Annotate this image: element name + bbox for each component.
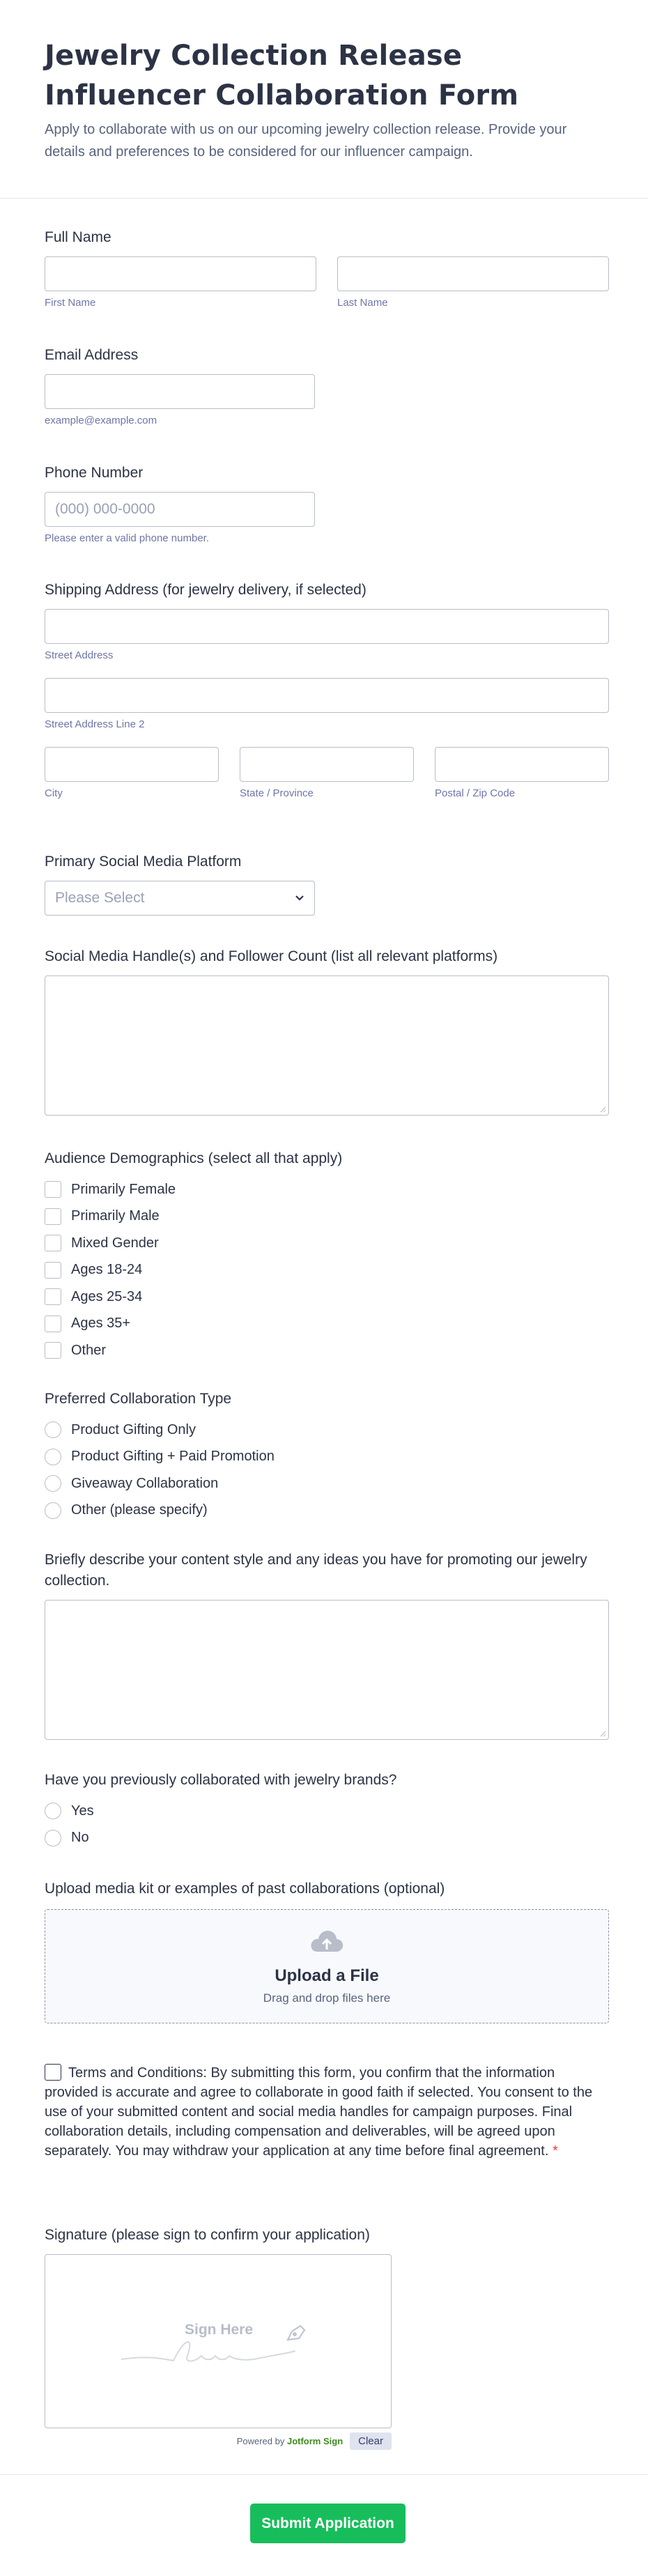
- powered-by-text: Powered by: [236, 2436, 285, 2446]
- handles-textarea[interactable]: [45, 975, 609, 1116]
- form-description: Apply to collaborate with us on our upcoming jewelry collection release. Provide your details and preferences to be considered for our influencer campaign.: [45, 122, 567, 160]
- state-input[interactable]: [240, 747, 414, 782]
- platform-question: [45, 851, 609, 916]
- signature-footer: [45, 2432, 392, 2450]
- last-name-sublabel: Last Name: [337, 297, 388, 309]
- previous-label: Have you previously collaborated with jewelry brands?: [45, 1772, 397, 1788]
- demographics-option[interactable]: Ages 25-34: [45, 1283, 609, 1311]
- clear-signature-button[interactable]: Clear: [350, 2432, 392, 2450]
- upload-label: Upload media kit or examples of past collaborations (optional): [45, 1881, 445, 1897]
- previous-question: [45, 1770, 609, 1851]
- phone-label: Phone Number: [45, 465, 144, 481]
- collab-type-option[interactable]: Other (please specify): [45, 1497, 609, 1525]
- chevron-down-icon: [295, 895, 304, 902]
- terms-checkbox[interactable]: [45, 2064, 61, 2081]
- submit-button[interactable]: Submit Application: [250, 2504, 406, 2543]
- demographics-question: [45, 1148, 609, 1364]
- collab-type-question: [45, 1389, 609, 1524]
- phone-sublabel: Please enter a valid phone number.: [45, 532, 209, 544]
- previous-option-no[interactable]: No: [45, 1825, 609, 1852]
- street-address-line2-sublabel: Street Address Line 2: [45, 718, 145, 730]
- demographics-option[interactable]: Other: [45, 1337, 609, 1364]
- phone-input[interactable]: (000) 000-0000: [45, 492, 315, 527]
- signature-pad[interactable]: [45, 2254, 392, 2428]
- email-sublabel: example@example.com: [45, 415, 157, 426]
- required-asterisk: *: [552, 2143, 558, 2159]
- city-input[interactable]: [45, 747, 219, 782]
- address-label: Shipping Address (for jewelry delivery, if selected): [45, 582, 367, 598]
- cloud-upload-icon: [309, 1928, 344, 1954]
- checkbox[interactable]: [45, 1288, 61, 1305]
- checkbox[interactable]: [45, 1208, 61, 1225]
- signature-placeholder-text: Sign Here: [185, 2322, 254, 2338]
- collab-type-label: Preferred Collaboration Type: [45, 1391, 232, 1407]
- platform-selected-value: Please Select: [55, 890, 145, 906]
- zip-input[interactable]: [435, 747, 609, 782]
- zip-sublabel: Postal / Zip Code: [435, 787, 516, 799]
- radio[interactable]: [45, 1803, 61, 1819]
- demographics-option[interactable]: Primarily Female: [45, 1176, 609, 1203]
- radio[interactable]: [45, 1449, 61, 1465]
- demographics-option[interactable]: Primarily Male: [45, 1203, 609, 1231]
- checkbox[interactable]: [45, 1316, 61, 1332]
- checkbox[interactable]: [45, 1342, 61, 1359]
- last-name-input[interactable]: [337, 256, 609, 291]
- state-sublabel: State / Province: [240, 787, 314, 799]
- first-name-sublabel: First Name: [45, 297, 96, 309]
- email-input[interactable]: [45, 374, 315, 409]
- radio[interactable]: [45, 1830, 61, 1846]
- radio[interactable]: [45, 1475, 61, 1492]
- checkbox[interactable]: [45, 1181, 61, 1198]
- full-name-question: [45, 227, 609, 309]
- phone-question: [45, 463, 609, 544]
- terms-text: Terms and Conditions: By submitting this form, you confirm that the information provided is accurate and agree to collaborate in good faith if selected. You consent to the use of your submitted content and social media handles for campaign purposes. Final collaboration details, including compensation and deliverables, will be agreed upon separately. You may withdraw your application at any time before final agreement.: [45, 2065, 593, 2159]
- city-sublabel: City: [45, 787, 63, 799]
- upload-title: Upload a File: [275, 1966, 379, 1985]
- street-address-sublabel: Street Address: [45, 649, 114, 661]
- collab-type-option[interactable]: Giveaway Collaboration: [45, 1470, 609, 1497]
- upload-subtitle: Drag and drop files here: [263, 1991, 391, 2005]
- jotform-sign-brand: Jotform Sign: [286, 2436, 344, 2446]
- content-textarea[interactable]: [45, 1600, 609, 1740]
- full-name-label: Full Name: [45, 229, 111, 245]
- handles-question: [45, 946, 609, 1116]
- street-address-input[interactable]: [45, 609, 609, 644]
- collab-type-option[interactable]: Product Gifting + Paid Promotion: [45, 1444, 609, 1471]
- previous-option-yes[interactable]: Yes: [45, 1798, 609, 1825]
- content-question: [45, 1550, 609, 1740]
- resize-handle-icon[interactable]: [599, 1106, 606, 1113]
- demographics-option[interactable]: Ages 18-24: [45, 1257, 609, 1284]
- demographics-option[interactable]: Mixed Gender: [45, 1230, 609, 1257]
- footer-divider: [0, 2474, 648, 2475]
- street-address-line2-input[interactable]: [45, 678, 609, 713]
- terms-question: [45, 2063, 609, 2161]
- address-question: [45, 580, 609, 799]
- collab-type-option[interactable]: Product Gifting Only: [45, 1417, 609, 1444]
- upload-question: [45, 1879, 609, 2023]
- demographics-option[interactable]: Ages 35+: [45, 1311, 609, 1338]
- file-upload-dropzone[interactable]: [45, 1909, 609, 2023]
- platform-select[interactable]: [45, 881, 315, 916]
- checkbox[interactable]: [45, 1235, 61, 1251]
- first-name-input[interactable]: [45, 256, 316, 291]
- resize-handle-icon[interactable]: [599, 1730, 606, 1737]
- signature-question: [45, 2225, 609, 2450]
- email-question: [45, 345, 609, 426]
- handles-label: Social Media Handle(s) and Follower Count (list all relevant platforms): [45, 948, 498, 964]
- platform-label: Primary Social Media Platform: [45, 854, 242, 870]
- terms-text-block: [45, 2063, 609, 2161]
- demographics-label: Audience Demographics (select all that apply): [45, 1150, 343, 1166]
- signature-label: Signature (please sign to confirm your application): [45, 2227, 370, 2243]
- content-label: Briefly describe your content style and any ideas you have for promoting our jewelry collection.: [45, 1552, 587, 1589]
- pen-icon: [282, 2319, 310, 2347]
- checkbox[interactable]: [45, 1262, 61, 1279]
- email-label: Email Address: [45, 347, 139, 363]
- radio[interactable]: [45, 1421, 61, 1438]
- form-header: [0, 0, 648, 199]
- form-title: Jewelry Collection Release Influencer Collaboration Form: [45, 40, 519, 111]
- radio[interactable]: [45, 1502, 61, 1519]
